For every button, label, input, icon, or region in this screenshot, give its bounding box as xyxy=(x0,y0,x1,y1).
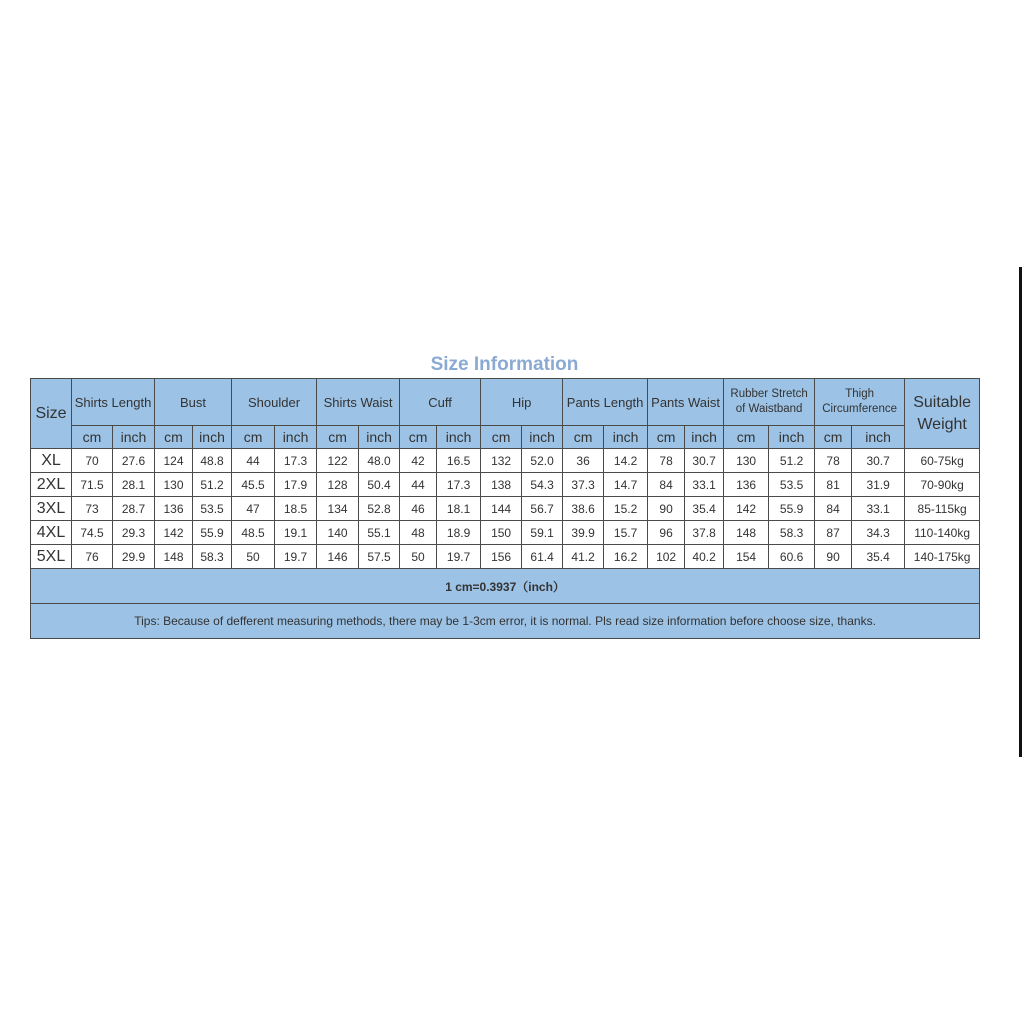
measurement-cell: 55.9 xyxy=(193,521,232,545)
group-header-shoulder: Shoulder xyxy=(232,379,317,426)
measurement-cell: 29.9 xyxy=(113,545,155,569)
unit-header-inch: inch xyxy=(522,426,563,449)
measurement-cell: 74.5 xyxy=(72,521,113,545)
measurement-cell: 14.2 xyxy=(604,449,648,473)
measurement-cell: 154 xyxy=(724,545,769,569)
measurement-cell: 148 xyxy=(155,545,193,569)
measurement-cell: 45.5 xyxy=(232,473,275,497)
group-header-cuff: Cuff xyxy=(400,379,481,426)
measurement-cell: 14.7 xyxy=(604,473,648,497)
measurement-cell: 76 xyxy=(72,545,113,569)
measurement-cell: 16.5 xyxy=(437,449,481,473)
measurement-cell: 33.1 xyxy=(685,473,724,497)
unit-header-cm: cm xyxy=(648,426,685,449)
table-row xyxy=(31,473,980,497)
size-label: 5XL xyxy=(31,545,72,569)
measurement-cell: 46 xyxy=(400,497,437,521)
weight-cell: 60-75kg xyxy=(905,449,980,473)
unit-header-cm: cm xyxy=(232,426,275,449)
measurement-cell: 40.2 xyxy=(685,545,724,569)
unit-header-inch: inch xyxy=(852,426,905,449)
measurement-cell: 47 xyxy=(232,497,275,521)
measurement-cell: 84 xyxy=(648,473,685,497)
measurement-cell: 136 xyxy=(155,497,193,521)
measurement-cell: 19.1 xyxy=(275,521,317,545)
weight-cell: 70-90kg xyxy=(905,473,980,497)
measurement-cell: 102 xyxy=(648,545,685,569)
table-row xyxy=(31,449,980,473)
measurement-cell: 18.9 xyxy=(437,521,481,545)
measurement-cell: 61.4 xyxy=(522,545,563,569)
group-header-shirts-waist: Shirts Waist xyxy=(317,379,400,426)
unit-header-inch: inch xyxy=(275,426,317,449)
measurement-cell: 18.5 xyxy=(275,497,317,521)
measurement-cell: 130 xyxy=(155,473,193,497)
unit-header-cm: cm xyxy=(815,426,852,449)
header-group-row xyxy=(31,379,980,426)
measurement-cell: 37.3 xyxy=(563,473,604,497)
measurement-cell: 54.3 xyxy=(522,473,563,497)
measurement-cell: 30.7 xyxy=(685,449,724,473)
measurement-cell: 96 xyxy=(648,521,685,545)
measurement-cell: 44 xyxy=(400,473,437,497)
size-label: XL xyxy=(31,449,72,473)
measurement-cell: 50 xyxy=(232,545,275,569)
unit-header-cm: cm xyxy=(724,426,769,449)
group-header-pants-length: Pants Length xyxy=(563,379,648,426)
measurement-cell: 52.8 xyxy=(359,497,400,521)
measurement-cell: 15.7 xyxy=(604,521,648,545)
weight-header: Suitable Weight xyxy=(905,379,980,449)
measurement-cell: 134 xyxy=(317,497,359,521)
measurement-cell: 35.4 xyxy=(852,545,905,569)
size-header: Size xyxy=(31,379,72,449)
measurement-cell: 59.1 xyxy=(522,521,563,545)
measurement-cell: 130 xyxy=(724,449,769,473)
measurement-cell: 48.8 xyxy=(193,449,232,473)
group-header-hip: Hip xyxy=(481,379,563,426)
measurement-cell: 18.1 xyxy=(437,497,481,521)
measurement-cell: 42 xyxy=(400,449,437,473)
measurement-cell: 48 xyxy=(400,521,437,545)
measurement-cell: 55.1 xyxy=(359,521,400,545)
measurement-cell: 29.3 xyxy=(113,521,155,545)
unit-header-inch: inch xyxy=(437,426,481,449)
unit-header-inch: inch xyxy=(193,426,232,449)
unit-header-inch: inch xyxy=(769,426,815,449)
measurement-cell: 73 xyxy=(72,497,113,521)
measurement-cell: 87 xyxy=(815,521,852,545)
size-table-body xyxy=(31,449,980,569)
measurement-cell: 44 xyxy=(232,449,275,473)
measurement-cell: 71.5 xyxy=(72,473,113,497)
measurement-cell: 17.9 xyxy=(275,473,317,497)
measurement-cell: 156 xyxy=(481,545,522,569)
group-header-pants-waist: Pants Waist xyxy=(648,379,724,426)
measurement-cell: 81 xyxy=(815,473,852,497)
measurement-cell: 53.5 xyxy=(769,473,815,497)
measurement-cell: 17.3 xyxy=(275,449,317,473)
measurement-cell: 31.9 xyxy=(852,473,905,497)
measurement-cell: 39.9 xyxy=(563,521,604,545)
measurement-cell: 148 xyxy=(724,521,769,545)
unit-header-cm: cm xyxy=(563,426,604,449)
size-label: 4XL xyxy=(31,521,72,545)
unit-header-inch: inch xyxy=(113,426,155,449)
table-row xyxy=(31,497,980,521)
measurement-cell: 51.2 xyxy=(769,449,815,473)
measurement-cell: 36 xyxy=(563,449,604,473)
measurement-cell: 84 xyxy=(815,497,852,521)
measurement-cell: 48.5 xyxy=(232,521,275,545)
measurement-cell: 142 xyxy=(724,497,769,521)
measurement-cell: 35.4 xyxy=(685,497,724,521)
unit-header-cm: cm xyxy=(481,426,522,449)
measurement-cell: 142 xyxy=(155,521,193,545)
measurement-cell: 60.6 xyxy=(769,545,815,569)
group-header-thigh: Thigh Circumference xyxy=(815,379,905,426)
weight-cell: 85-115kg xyxy=(905,497,980,521)
header-unit-row xyxy=(31,426,980,449)
measurement-cell: 16.2 xyxy=(604,545,648,569)
measurement-cell: 50.4 xyxy=(359,473,400,497)
measurement-cell: 78 xyxy=(648,449,685,473)
page-title: Size Information xyxy=(430,354,579,375)
unit-header-inch: inch xyxy=(604,426,648,449)
weight-cell: 140-175kg xyxy=(905,545,980,569)
measurement-cell: 33.1 xyxy=(852,497,905,521)
tips-note: Tips: Because of defferent measuring methods, there may be 1-3cm error, it is normal. Pls read size information before choose size, thanks. xyxy=(31,604,980,639)
conversion-note: 1 cm=0.3937（inch） xyxy=(31,569,980,604)
measurement-cell: 70 xyxy=(72,449,113,473)
measurement-cell: 150 xyxy=(481,521,522,545)
unit-header-cm: cm xyxy=(400,426,437,449)
measurement-cell: 34.3 xyxy=(852,521,905,545)
measurement-cell: 128 xyxy=(317,473,359,497)
measurement-cell: 122 xyxy=(317,449,359,473)
table-row xyxy=(31,545,980,569)
unit-header-cm: cm xyxy=(155,426,193,449)
measurement-cell: 27.6 xyxy=(113,449,155,473)
measurement-cell: 58.3 xyxy=(193,545,232,569)
measurement-cell: 56.7 xyxy=(522,497,563,521)
measurement-cell: 58.3 xyxy=(769,521,815,545)
measurement-cell: 30.7 xyxy=(852,449,905,473)
measurement-cell: 37.8 xyxy=(685,521,724,545)
measurement-cell: 19.7 xyxy=(275,545,317,569)
measurement-cell: 90 xyxy=(815,545,852,569)
measurement-cell: 15.2 xyxy=(604,497,648,521)
measurement-cell: 52.0 xyxy=(522,449,563,473)
group-header-shirts-length: Shirts Length xyxy=(72,379,155,426)
measurement-cell: 90 xyxy=(648,497,685,521)
size-table xyxy=(30,378,980,639)
measurement-cell: 28.7 xyxy=(113,497,155,521)
measurement-cell: 19.7 xyxy=(437,545,481,569)
measurement-cell: 48.0 xyxy=(359,449,400,473)
measurement-cell: 28.1 xyxy=(113,473,155,497)
measurement-cell: 138 xyxy=(481,473,522,497)
unit-header-cm: cm xyxy=(72,426,113,449)
measurement-cell: 17.3 xyxy=(437,473,481,497)
measurement-cell: 146 xyxy=(317,545,359,569)
measurement-cell: 55.9 xyxy=(769,497,815,521)
measurement-cell: 53.5 xyxy=(193,497,232,521)
measurement-cell: 132 xyxy=(481,449,522,473)
measurement-cell: 51.2 xyxy=(193,473,232,497)
measurement-cell: 38.6 xyxy=(563,497,604,521)
measurement-cell: 140 xyxy=(317,521,359,545)
measurement-cell: 57.5 xyxy=(359,545,400,569)
measurement-cell: 124 xyxy=(155,449,193,473)
measurement-cell: 78 xyxy=(815,449,852,473)
edge-divider xyxy=(1019,267,1022,757)
unit-header-inch: inch xyxy=(359,426,400,449)
measurement-cell: 50 xyxy=(400,545,437,569)
measurement-cell: 136 xyxy=(724,473,769,497)
size-label: 2XL xyxy=(31,473,72,497)
size-label: 3XL xyxy=(31,497,72,521)
weight-cell: 110-140kg xyxy=(905,521,980,545)
tips-row xyxy=(31,604,980,639)
group-header-bust: Bust xyxy=(155,379,232,426)
unit-header-inch: inch xyxy=(685,426,724,449)
table-row xyxy=(31,521,980,545)
unit-header-cm: cm xyxy=(317,426,359,449)
group-header-rubber-stretch: Rubber Stretch of Waistband xyxy=(724,379,815,426)
measurement-cell: 144 xyxy=(481,497,522,521)
conversion-row xyxy=(31,569,980,604)
measurement-cell: 41.2 xyxy=(563,545,604,569)
